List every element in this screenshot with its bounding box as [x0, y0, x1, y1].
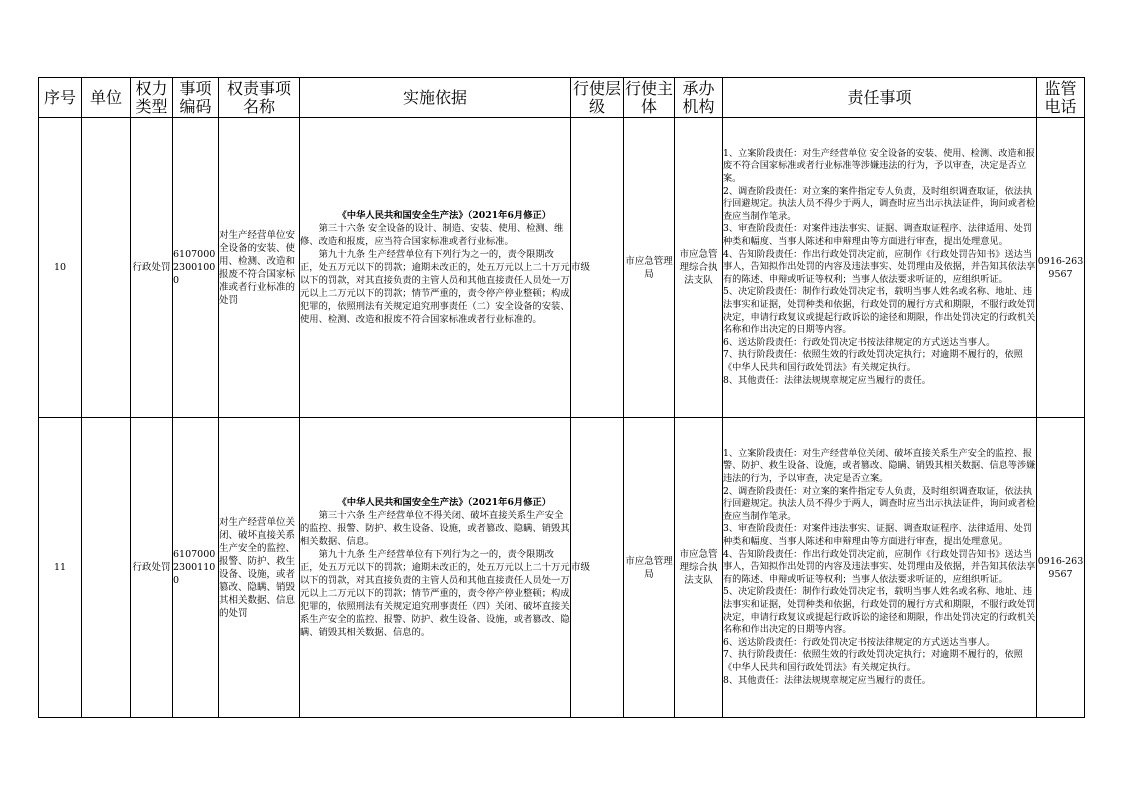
header-seq: 序号 — [39, 78, 82, 118]
cell-responsibility — [723, 118, 1037, 418]
cell-power-type: 行政处罚 — [131, 118, 173, 418]
cell-agency: 市应急管理综合执法支队 — [675, 418, 723, 718]
header-power-type: 权力 类型 — [131, 78, 173, 118]
responsibility-item: 2、调查阶段责任：对立案的案件指定专人负责，及时组织调查取证，依法执行回避规定。执法人员不得少于两人，调查时应当出示执法证件，询问或者检查应当制作笔录。 — [723, 485, 1036, 522]
header-level: 行使层 级 — [571, 78, 624, 118]
cell-subject: 市应急管理局 — [624, 118, 675, 418]
cell-phone: 0916-2639567 — [1037, 418, 1085, 718]
header-item-name: 权责事项 名称 — [219, 78, 300, 118]
basis-paragraph: 第三十六条 安全设备的设计、制造、安装、使用、检测、维修、改造和报废，应当符合国家标准或者行业标准。 — [300, 223, 564, 247]
responsibility-item: 1、立案阶段责任：对生产经营单位 安全设备的安装、使用、检测、改造和报废不符合国家标准或者行业标准等涉嫌违法的行为，予以审查，决定是否立案。 — [723, 147, 1035, 185]
responsibility-item: 3、审查阶段责任：对案件违法事实、证据、调查取证程序、法律适用、处罚种类和幅度、当事人陈述和申辩理由等方面进行审查，提出处理意见。 — [723, 523, 1033, 548]
header-responsibility: 责任事项 — [723, 78, 1037, 118]
responsibility-item: 7、执行阶段责任：依照生效的行政处罚决定执行；对逾期不履行的，依照《中华人民共和国行政处罚法》有关规定执行。 — [723, 649, 1023, 673]
header-item-code: 事项 编码 — [173, 78, 219, 118]
responsibility-item: 2、调查阶段责任：对立案的案件指定专人负责，及时组织调查取证，依法执行回避规定。执法人员不得少于两人，调查时应当出示执法证件，询问或者检查应当制作笔录。 — [723, 185, 1036, 222]
cell-agency: 市应急管理综合执法支队 — [675, 118, 723, 418]
responsibility-item: 3、审查阶段责任：对案件违法事实、证据、调查取证程序、法律适用、处罚种类和幅度、当事人陈述和申辩理由等方面进行审查，提出处理意见。 — [723, 223, 1033, 248]
responsibility-item: 8、其他责任：法律法规规章规定应当履行的责任。 — [723, 374, 931, 386]
responsibility-item: 4、告知阶段责任：作出行政处罚决定前，应制作《行政处罚告知书》送达当事人，告知拟作出处罚的内容及违法事实、处罚理由及依据，并告知其依法享有的陈述、申辩或听证等权利；当事人依法要求听证的，应组织听证。 — [723, 248, 1036, 285]
law-title: 《中华人民共和国安全生产法》（2021年6月修正） — [337, 497, 552, 508]
cell-unit — [82, 118, 131, 418]
cell-item-name: 对生产经营单位安全设备的安装、使用、检测、改造和报废不符合国家标准或者行业标准的处罚 — [219, 118, 300, 418]
cell-seq: 11 — [39, 418, 82, 718]
responsibility-item: 6、送达阶段责任：行政处罚决定书按法律规定的方式送达当事人。 — [723, 636, 996, 648]
header-row — [39, 78, 1085, 118]
cell-item-code: 610700023001100 — [173, 418, 219, 718]
header-basis: 实施依据 — [300, 78, 571, 118]
cell-subject: 市应急管理局 — [624, 418, 675, 718]
cell-seq: 10 — [39, 118, 82, 418]
header-agency: 承办 机构 — [675, 78, 723, 118]
header-phone: 监管 电话 — [1037, 78, 1085, 118]
table-row — [39, 118, 1085, 418]
table-row — [39, 418, 1085, 718]
header-subject: 行使主 体 — [624, 78, 673, 116]
basis-paragraph: 第三十六条 生产经营单位不得关闭、破坏直接关系生产安全的监控、报警、防护、救生设备、设施，或者篡改、隐瞒、销毁其相关数据、信息。 — [300, 510, 570, 547]
cell-responsibility — [723, 418, 1037, 718]
law-title: 《中华人民共和国安全生产法》（2021年6月修正） — [337, 210, 552, 221]
cell-item-code: 610700023001000 — [173, 118, 219, 418]
responsibility-item: 5、决定阶段责任：制作行政处罚决定书，载明当事人姓名或名称、地址、违法事实和证据，处罚种类和依据，行政处罚的履行方式和期限，不服行政处罚决定，申请行政复议或提起行政诉讼的途径和期限，作出处罚决定的行政机关名称和作出决定的日期等内容。 — [723, 586, 1036, 636]
responsibility-item: 6、送达阶段责任：行政处罚决定书按法律规定的方式送达当事人。 — [723, 336, 996, 348]
cell-item-name: 对生产经营单位关闭、破坏直接关系生产安全的监控、报警、防护、救生设备、设施，或者篡改、隐瞒、销毁其相关数据、信息的处罚 — [219, 418, 300, 718]
cell-power-type: 行政处罚 — [131, 418, 173, 718]
responsibility-item: 5、决定阶段责任：制作行政处罚决定书，载明当事人姓名或名称、地址、违法事实和证据，处罚种类和依据，行政处罚的履行方式和期限，不服行政处罚决定，申请行政复议或提起行政诉讼的途径和期限，作出处罚决定的行政机关名称和作出决定的日期等内容。 — [723, 286, 1036, 336]
header-unit: 单位 — [82, 78, 131, 118]
basis-paragraph: 第九十九条 生产经营单位有下列行为之一的，责令限期改正，处五万元以下的罚款；逾期未改正的，处五万元以上二十万元以下的罚款，对其直接负责的主管人员和其他直接责任人员处一万元以上二万元以下的罚款；情节严重的，责令停产停业整顿；构成犯罪的，依照刑法有关规定追究刑事责任（二）安全设备的安装、使用、检测、改造和报废不符合国家标准或者行业标准的。 — [300, 249, 570, 325]
responsibility-item: 1、立案阶段责任：对生产经营单位关闭、破坏直接关系生产安全的监控、报警、防护、救生设备、设施，或者篡改、隐瞒、销毁其相关数据、信息等涉嫌违法的行为，予以审查，决定是否立案。 — [723, 447, 1036, 485]
cell-phone: 0916-2639567 — [1037, 118, 1085, 418]
cell-level: 市级 — [571, 118, 624, 418]
power-list-table — [38, 77, 1085, 718]
cell-level: 市级 — [571, 418, 624, 718]
responsibility-item: 8、其他责任：法律法规规章规定应当履行的责任。 — [723, 674, 931, 686]
basis-paragraph: 第九十九条 生产经营单位有下列行为之一的，责令限期改正，处五万元以下的罚款；逾期未改正的，处五万元以上二十万元以下的罚款，对其直接负责的主管人员和其他直接责任人员处一万元以上二万元以下的罚款；情节严重的，责令停产停业整顿；构成犯罪的，依照刑法有关规定追究刑事责任（四）关闭、破坏直接关系生产安全的监控、报警、防护、救生设备、设施，或者篡改、隐瞒、销毁其相关数据、信息的。 — [300, 549, 570, 638]
responsibility-item: 7、执行阶段责任：依照生效的行政处罚决定执行；对逾期不履行的，依照《中华人民共和国行政处罚法》有关规定执行。 — [723, 349, 1023, 373]
cell-basis — [300, 118, 571, 418]
cell-unit — [82, 418, 131, 718]
cell-basis — [300, 418, 571, 718]
responsibility-item: 4、告知阶段责任：作出行政处罚决定前，应制作《行政处罚告知书》送达当事人，告知拟作出处罚的内容及违法事实、处罚理由及依据，并告知其依法享有的陈述、申辩或听证等权利；当事人依法要求听证的，应组织听证。 — [723, 548, 1036, 585]
